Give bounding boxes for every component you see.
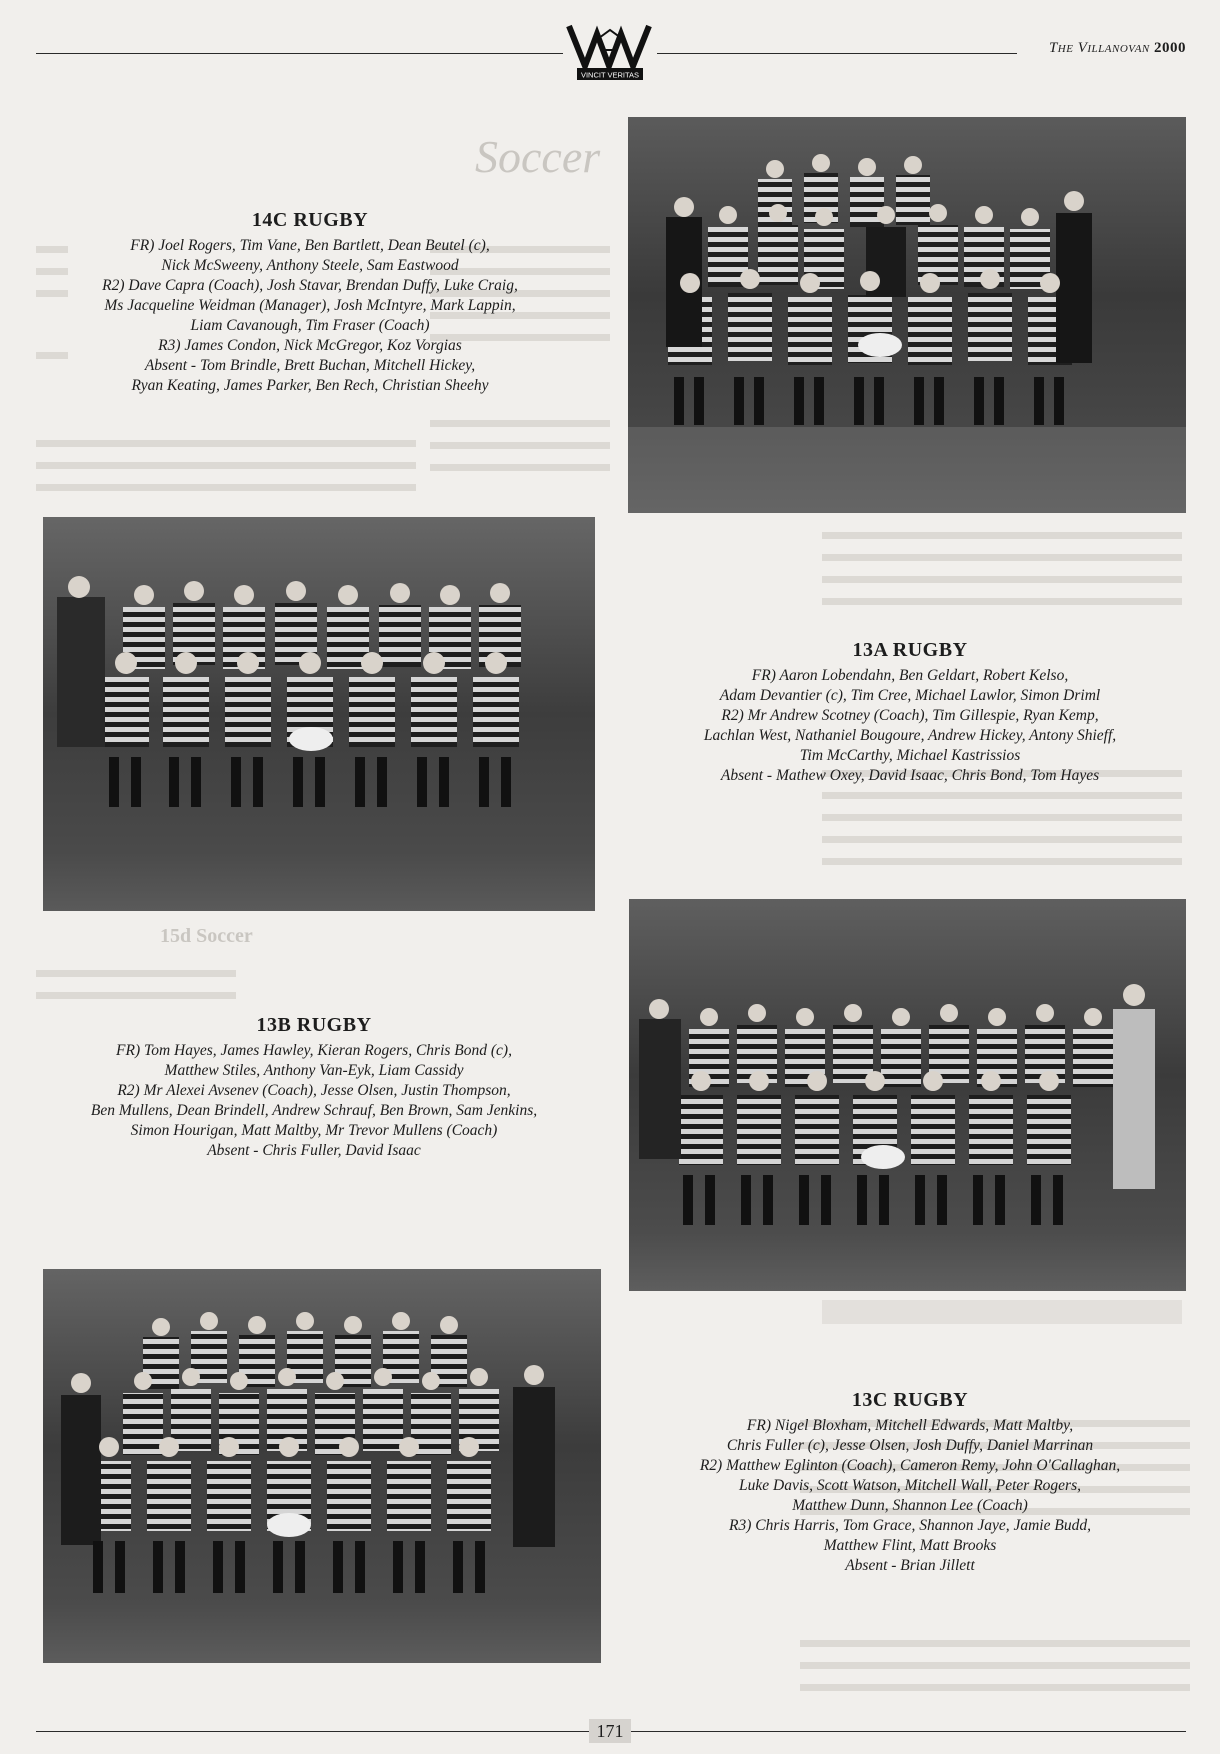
caption-13b-rugby: [24, 1015, 604, 1161]
caption-13c-title: 13C RUGBY: [851, 1389, 969, 1411]
team-photo-13c-image: [43, 1269, 601, 1663]
caption-13c-rugby: [628, 1390, 1192, 1576]
caption-14c-line: R2) Dave Capra (Coach), Josh Stavar, Brendan Duffy, Luke Craig,: [102, 277, 518, 294]
team-photo-14c-rugby: [628, 117, 1186, 513]
publication-year: 2000: [1154, 40, 1186, 56]
caption-13b-title: 13B RUGBY: [256, 1014, 372, 1036]
caption-13c-line: Absent - Brian Jillett: [845, 1557, 975, 1574]
caption-13b-line: FR) Tom Hayes, James Hawley, Kieran Rogers, Chris Bond (c),: [116, 1042, 512, 1059]
caption-13c-line: Matthew Flint, Matt Brooks: [823, 1537, 997, 1554]
caption-13a-line: R2) Mr Andrew Scotney (Coach), Tim Gillespie, Ryan Kemp,: [721, 707, 1099, 724]
caption-13a-rugby: [630, 640, 1190, 786]
team-photo-13b-image: [629, 899, 1186, 1291]
caption-13c-line: R3) Chris Harris, Tom Grace, Shannon Jaye, Jamie Budd,: [729, 1517, 1091, 1534]
caption-13b-line: Matthew Stiles, Anthony Van-Eyk, Liam Cassidy: [164, 1062, 464, 1079]
caption-14c-line: R3) James Condon, Nick McGregor, Koz Vorgias: [158, 337, 462, 354]
caption-14c-line: Liam Cavanough, Tim Fraser (Coach): [190, 317, 430, 334]
caption-13c-line: Matthew Dunn, Shannon Lee (Coach): [792, 1497, 1028, 1514]
caption-13a-line: Lachlan West, Nathaniel Bougoure, Andrew Hickey, Antony Shieff,: [703, 727, 1117, 744]
footer-rule-left: [36, 1731, 589, 1732]
team-photo-14c-image: [628, 117, 1186, 513]
caption-14c-line: Absent - Tom Brindle, Brett Buchan, Mitchell Hickey,: [144, 357, 476, 374]
caption-14c-line: Nick McSweeny, Anthony Steele, Sam Eastwood: [161, 257, 459, 274]
caption-14c-line: Ms Jacqueline Weidman (Manager), Josh McIntyre, Mark Lappin,: [104, 297, 516, 314]
team-photo-13c-rugby: [43, 1269, 601, 1663]
team-photo-13a-image: [43, 517, 595, 911]
caption-13b-line: Ben Mullens, Dean Brindell, Andrew Schrauf, Ben Brown, Sam Jenkins,: [90, 1102, 538, 1119]
caption-14c-title: 14C RUGBY: [251, 209, 369, 231]
publication-title: [1049, 40, 1186, 57]
caption-14c-rugby: [30, 210, 590, 396]
bleed-through-subheading: 15d Soccer: [160, 925, 253, 947]
team-photo-13b-rugby: [629, 899, 1186, 1291]
caption-13c-line: Chris Fuller (c), Jesse Olsen, Josh Duffy, Daniel Marrinan: [726, 1437, 1094, 1454]
page-number: 171: [589, 1719, 631, 1743]
caption-14c-line: Ryan Keating, James Parker, Ben Rech, Christian Sheehy: [131, 377, 489, 394]
caption-13a-line: Absent - Mathew Oxey, David Isaac, Chris Bond, Tom Hayes: [720, 767, 1100, 784]
caption-13a-line: Adam Devantier (c), Tim Cree, Michael Lawlor, Simon Driml: [719, 687, 1101, 704]
caption-13b-line: R2) Mr Alexei Avsenev (Coach), Jesse Olsen, Justin Thompson,: [117, 1082, 511, 1099]
footer-rule-right: [631, 1731, 1186, 1732]
team-photo-13a-rugby: [43, 517, 595, 911]
school-crest-logo: [563, 20, 657, 84]
caption-13a-title: 13A RUGBY: [852, 639, 968, 661]
caption-13c-line: R2) Matthew Eglinton (Coach), Cameron Remy, John O'Callaghan,: [699, 1457, 1121, 1474]
header-rule-left: [36, 53, 563, 54]
caption-13a-line: FR) Aaron Lobendahn, Ben Geldart, Robert Kelso,: [751, 667, 1069, 684]
caption-13b-line: Simon Hourigan, Matt Maltby, Mr Trevor Mullens (Coach): [130, 1122, 498, 1139]
header-rule-right: [657, 53, 1017, 54]
bleed-through-title: Soccer: [475, 131, 601, 182]
caption-13c-line: Luke Davis, Scott Watson, Mitchell Wall, Peter Rogers,: [739, 1477, 1081, 1494]
crest-motto: VINCIT VERITAS: [580, 70, 640, 80]
caption-14c-line: FR) Joel Rogers, Tim Vane, Ben Bartlett, Dean Beutel (c),: [130, 237, 490, 254]
caption-13c-line: FR) Nigel Bloxham, Mitchell Edwards, Matt Maltby,: [746, 1417, 1074, 1434]
caption-13a-line: Tim McCarthy, Michael Kastrissios: [799, 747, 1021, 764]
caption-13b-line: Absent - Chris Fuller, David Isaac: [207, 1142, 421, 1159]
publication-name: The Villanovan: [1048, 40, 1150, 56]
